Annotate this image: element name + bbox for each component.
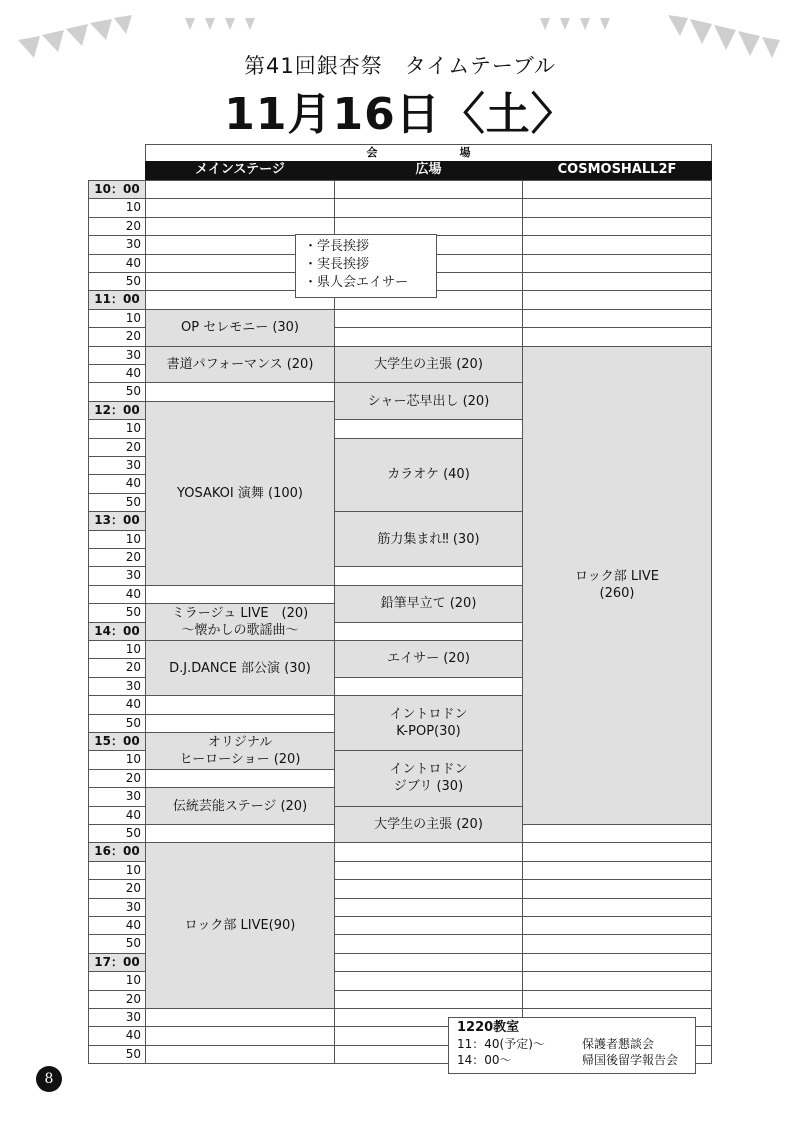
empty-slot: [522, 217, 712, 236]
empty-slot: [334, 916, 523, 935]
plaza-event: [334, 750, 523, 806]
empty-slot: [145, 695, 335, 714]
time-slot-label: 10: [88, 198, 146, 217]
event-text: K-POP(30): [396, 724, 461, 740]
event-text: エイサー (20): [387, 651, 470, 667]
empty-slot: [334, 419, 523, 438]
main-stage-event: [145, 787, 335, 825]
room-note-row: [457, 1036, 687, 1052]
time-slot-label: 20: [88, 548, 146, 567]
empty-slot: [522, 953, 712, 972]
plaza-event: [334, 640, 523, 678]
time-slot-label: 20: [88, 769, 146, 788]
room-note-time: 11：40(予定)〜: [457, 1037, 545, 1051]
event-text: ロック部 LIVE(90): [184, 918, 296, 934]
time-slot-label: 20: [88, 327, 146, 346]
event-text: 〜懐かしの歌謡曲〜: [181, 623, 299, 639]
empty-slot: [522, 180, 712, 199]
time-slot-label: 17：00: [88, 953, 146, 972]
event-text: OP セレモニー (30): [180, 320, 300, 336]
event-text: オリジナル: [207, 734, 273, 750]
time-slot-label: 10: [88, 971, 146, 990]
empty-slot: [334, 180, 523, 199]
empty-slot: [522, 916, 712, 935]
empty-slot: [522, 971, 712, 990]
venue-group-header: 会 場: [145, 144, 712, 162]
time-slot-label: 40: [88, 585, 146, 604]
plaza-event: [334, 695, 523, 751]
main-stage-event: [145, 346, 335, 384]
empty-slot: [334, 990, 523, 1009]
time-slot-label: 14：00: [88, 622, 146, 641]
empty-slot: [145, 769, 335, 788]
plaza-event: [334, 382, 523, 420]
main-stage-event: [145, 401, 335, 586]
event-text: カラオケ (40): [387, 467, 470, 483]
empty-slot: [522, 934, 712, 953]
empty-slot: [334, 842, 523, 861]
plaza-event: [334, 806, 523, 844]
time-slot-label: 40: [88, 806, 146, 825]
event-text: 書道パフォーマンス (20): [166, 356, 314, 372]
event-text: イントロドン: [389, 762, 468, 778]
time-slot-label: 30: [88, 566, 146, 585]
plaza-event: [334, 585, 523, 623]
event-text: 大学生の主張 (20): [374, 816, 483, 832]
time-slot-label: 10：00: [88, 180, 146, 199]
empty-slot: [145, 1026, 335, 1045]
time-slot-label: 30: [88, 1008, 146, 1027]
time-slot-label: 15：00: [88, 732, 146, 751]
main-stage-event: [145, 732, 335, 770]
time-slot-label: 10: [88, 309, 146, 328]
time-slot-label: 30: [88, 456, 146, 475]
empty-slot: [522, 861, 712, 880]
room-note-time: 14：00〜: [457, 1053, 512, 1067]
time-slot-label: 40: [88, 1026, 146, 1045]
time-slot-label: 30: [88, 346, 146, 365]
time-slot-label: 40: [88, 695, 146, 714]
empty-slot: [145, 824, 335, 843]
empty-slot: [145, 714, 335, 733]
empty-slot: [334, 953, 523, 972]
time-slot-label: 50: [88, 272, 146, 291]
event-text: ミラージュ LIVE (20): [171, 606, 309, 622]
time-slot-label: 50: [88, 493, 146, 512]
empty-slot: [522, 290, 712, 309]
event-text: イントロドン: [389, 707, 468, 723]
time-slot-label: 40: [88, 254, 146, 273]
main-stage-event: [145, 309, 335, 347]
opening-note-line: ・学長挨拶: [304, 239, 370, 254]
empty-slot: [334, 309, 523, 328]
main-stage-event: [145, 640, 335, 696]
room-note-event: 帰国後留学報告会: [582, 1053, 679, 1067]
event-text: YOSAKOI 演舞 (100): [177, 485, 303, 501]
time-slot-label: 20: [88, 438, 146, 457]
time-slot-label: 30: [88, 677, 146, 696]
event-text: ヒーローショー (20): [179, 751, 301, 767]
empty-slot: [334, 198, 523, 217]
empty-slot: [334, 861, 523, 880]
empty-slot: [334, 879, 523, 898]
time-slot-label: 40: [88, 916, 146, 935]
empty-slot: [334, 934, 523, 953]
time-slot-label: 30: [88, 898, 146, 917]
empty-slot: [522, 254, 712, 273]
empty-slot: [145, 198, 335, 217]
page-title-date: 11月16日〈土〉: [224, 89, 576, 140]
plaza-event: [334, 346, 523, 384]
time-slot-label: 10: [88, 419, 146, 438]
time-slot-label: 40: [88, 474, 146, 493]
empty-slot: [145, 180, 335, 199]
event-text: ジブリ (30): [393, 779, 464, 795]
time-slot-label: 20: [88, 658, 146, 677]
empty-slot: [522, 990, 712, 1009]
time-slot-label: 50: [88, 1045, 146, 1064]
opening-note-line: ・県人会エイサー: [304, 275, 409, 290]
time-slot-label: 10: [88, 861, 146, 880]
column-header-main-stage: メインステージ: [145, 161, 335, 180]
time-slot-label: 50: [88, 934, 146, 953]
empty-slot: [522, 879, 712, 898]
empty-slot: [145, 1045, 335, 1064]
page-subtitle: 第41回銀杏祭 タイムテーブル: [244, 54, 556, 78]
page-number: 8: [36, 1066, 62, 1092]
time-slot-label: 10: [88, 750, 146, 769]
time-slot-label: 12：00: [88, 401, 146, 420]
empty-slot: [522, 327, 712, 346]
empty-slot: [522, 272, 712, 291]
room-1220-note: [448, 1017, 696, 1074]
time-slot-label: 40: [88, 364, 146, 383]
opening-ceremony-note: [295, 234, 437, 298]
event-text: 大学生の主張 (20): [374, 356, 483, 372]
opening-note-line: ・実長挨拶: [304, 257, 370, 272]
time-slot-label: 50: [88, 714, 146, 733]
time-slot-label: 50: [88, 824, 146, 843]
empty-slot: [334, 622, 523, 641]
room-note-row: [457, 1052, 687, 1068]
column-header-cosmoshall: COSMOSHALL2F: [522, 161, 712, 180]
empty-slot: [334, 677, 523, 696]
time-slot-label: 20: [88, 217, 146, 236]
event-text: D.J.DANCE 部公演 (30): [169, 660, 311, 676]
time-slot-label: 13：00: [88, 511, 146, 530]
time-slot-label: 20: [88, 879, 146, 898]
empty-slot: [334, 566, 523, 585]
empty-slot: [522, 309, 712, 328]
time-slot-label: 11：00: [88, 290, 146, 309]
event-text: ロック部 LIVE: [574, 569, 660, 585]
empty-slot: [522, 898, 712, 917]
empty-slot: [522, 198, 712, 217]
plaza-event: [334, 511, 523, 567]
empty-slot: [334, 971, 523, 990]
event-text: 筋力集まれ‼ (30): [377, 531, 480, 547]
empty-slot: [522, 824, 712, 843]
main-stage-event: [145, 842, 335, 1009]
event-text: 鉛筆早立て (20): [380, 596, 477, 612]
time-slot-label: 50: [88, 382, 146, 401]
plaza-event: [334, 438, 523, 513]
time-slot-label: 30: [88, 235, 146, 254]
time-slot-label: 50: [88, 603, 146, 622]
event-text: 伝統芸能ステージ (20): [172, 798, 308, 814]
cosmoshall-event: [522, 346, 712, 825]
time-slot-label: 30: [88, 787, 146, 806]
time-slot-label: 10: [88, 640, 146, 659]
room-note-title: 1220教室: [457, 1020, 520, 1035]
time-slot-label: 20: [88, 990, 146, 1009]
empty-slot: [334, 327, 523, 346]
empty-slot: [334, 898, 523, 917]
room-note-event: 保護者懇談会: [582, 1037, 655, 1051]
empty-slot: [145, 382, 335, 401]
time-slot-label: 16：00: [88, 842, 146, 861]
empty-slot: [145, 1008, 335, 1027]
main-stage-event: [145, 603, 335, 641]
event-text: (260): [599, 586, 635, 602]
time-slot-label: 10: [88, 530, 146, 549]
empty-slot: [522, 235, 712, 254]
empty-slot: [145, 585, 335, 604]
event-text: シャー芯早出し (20): [367, 393, 490, 409]
empty-slot: [522, 842, 712, 861]
column-header-plaza: 広場: [334, 161, 523, 180]
